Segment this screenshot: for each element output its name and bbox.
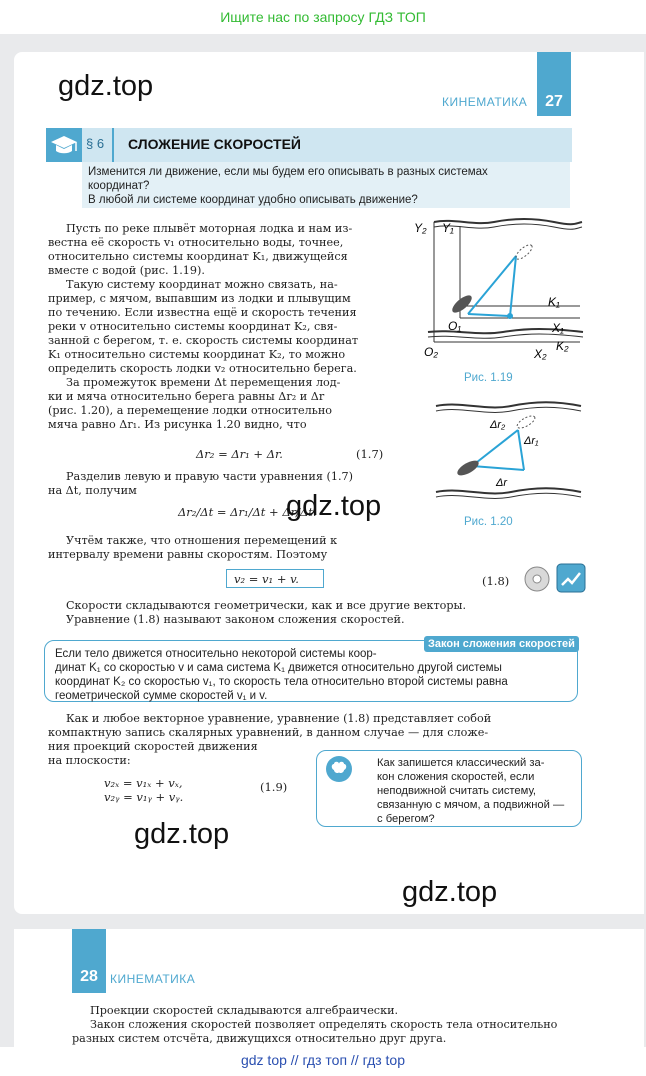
- body-line: Как и любое векторное уравнение, уравнение (1.8) представляет собой: [66, 712, 492, 725]
- intro-questions: [82, 162, 570, 208]
- section-header: [46, 128, 572, 162]
- question-line: с берегом?: [377, 813, 435, 825]
- equation-1-9-y: v₂ᵧ = v₁ᵧ + vᵧ.: [104, 790, 184, 804]
- label-y2: Y₂: [414, 221, 427, 235]
- body-line: K₁ относительно системы координат K₂, то можно: [48, 348, 346, 361]
- intro-line: координат?: [88, 180, 150, 192]
- question-line: кон сложения скоростей, если: [377, 771, 535, 783]
- question-line: связанную с мячом, а подвижной —: [377, 799, 565, 811]
- equation-1-9-x: v₂ₓ = v₁ₓ + vₓ,: [104, 776, 183, 790]
- question-line: Как запишется классический за-: [377, 757, 545, 769]
- body-line: Пусть по реке плывёт моторная лодка и нам из-: [66, 222, 353, 235]
- body-line: Разделив левую и правую части уравнения (1.7): [66, 470, 353, 483]
- top-banner[interactable]: Ищите нас по запросу ГДЗ ТОП: [0, 0, 646, 34]
- label-dr2: Δr₂: [490, 419, 506, 431]
- since-paragraph: [48, 534, 398, 562]
- watermark: gdz.top: [286, 490, 382, 522]
- equation-1-9-number: (1.9): [260, 780, 288, 794]
- body-line: интервалу времени равны скоростям. Поэтому: [48, 548, 328, 561]
- label-dr1: Δr₁: [524, 435, 539, 447]
- bottom-banner[interactable]: gdz top // гдз топ // гдз top: [0, 1047, 646, 1076]
- body-line: на плоскости:: [48, 754, 131, 767]
- watermark: gdz.top: [402, 876, 498, 908]
- body-line: мяча равно Δr₁. Из рисунка 1.20 видно, что: [48, 418, 307, 431]
- intro-line: Изменится ли движение, если мы будем его описывать в разных системах: [88, 166, 488, 178]
- body-line: разных систем отсчёта, движущихся относительно друг друга.: [72, 1032, 447, 1045]
- figure-1-19-caption: Рис. 1.19: [464, 372, 513, 384]
- law-line: динат K₁ со скоростью v и сама система K₁ движется относительно другой системы: [55, 662, 502, 674]
- equation-fraction: Δr₂/Δt = Δr₁/Δt + Δr/Δt.: [178, 505, 317, 519]
- law-line: геометрической сумме скоростей v₁ и v.: [55, 690, 268, 702]
- body-line: Учтём также, что отношения перемещений к: [66, 534, 338, 547]
- law-line: Если тело движется относительно некоторой системы коор-: [55, 648, 377, 660]
- body-line: на Δt, получим: [48, 484, 137, 497]
- page2-text: [72, 1004, 602, 1046]
- body-line: ния проекций скоростей движения: [48, 740, 258, 753]
- watermark: gdz.top: [134, 818, 230, 850]
- body-line: относительно системы координат K₁, движущейся: [48, 250, 348, 263]
- body-line: занной с берегом, т. е. скорость системы координат: [48, 334, 359, 347]
- label-o2: O₂: [424, 345, 438, 359]
- section-number: § 6: [86, 136, 105, 151]
- label-x1: X₁: [552, 321, 564, 335]
- question-box: [316, 750, 582, 827]
- question-line: неподвижной считать систему,: [377, 785, 537, 797]
- equation-1-8-number: (1.8): [482, 574, 510, 588]
- body-line: Такую систему координат можно связать, на-: [66, 278, 338, 291]
- body-paragraphs: [48, 222, 398, 432]
- equation-1-8: v₂ = v₁ + v.: [234, 572, 299, 586]
- page-number-28: 28: [72, 929, 106, 993]
- label-o1: O₁: [448, 319, 462, 333]
- graduation-cap-icon: [46, 128, 82, 162]
- label-x2: X₂: [534, 347, 547, 361]
- body-line: определить скорость лодки v₂ относительно берега.: [48, 362, 357, 375]
- label-k2: K₂: [556, 339, 569, 353]
- body-line: ки и мяча относительно берега равны Δr₂ и Δr: [48, 390, 325, 403]
- figure-1-20: [432, 396, 582, 504]
- section-title: СЛОЖЕНИЕ СКОРОСТЕЙ: [128, 136, 301, 152]
- body-line: по течению. Если известна ещё и скорость течения: [48, 306, 357, 319]
- body-line: (рис. 1.20), а перемещение лодки относительно: [48, 404, 333, 417]
- equation-1-7: Δr₂ = Δr₁ + Δr.: [196, 447, 283, 461]
- law-label: Закон сложения скоростей: [424, 636, 579, 652]
- running-head: КИНЕМАТИКА: [442, 95, 528, 109]
- running-head-28: КИНЕМАТИКА: [110, 972, 196, 986]
- page-number: 27: [537, 52, 571, 116]
- figure-1-20-caption: Рис. 1.20: [464, 516, 513, 528]
- body-line: пример, с мячом, выпавшим из лодки и плывущим: [48, 292, 351, 305]
- equation-1-7-number: (1.7): [356, 447, 384, 461]
- intro-line: В любой ли системе координат удобно описывать движение?: [88, 194, 418, 206]
- body-line: Скорости складываются геометрически, как и все другие векторы.: [66, 599, 466, 612]
- body-line: реки v относительно системы координат K₂, свя-: [48, 320, 338, 333]
- watermark: gdz.top: [58, 70, 154, 102]
- geometric-paragraph: [48, 599, 578, 627]
- body-line: вместе с водой (рис. 1.19).: [48, 264, 205, 277]
- body-line: вестна её скорость v₁ относительно воды, точнее,: [48, 236, 344, 249]
- law-line: координат K₂ со скоростью v₁, то скорость тела относительно второй системы равна: [55, 676, 508, 688]
- label-k1: K₁: [548, 295, 560, 309]
- disc-icon[interactable]: [524, 566, 550, 592]
- brain-icon: [326, 756, 352, 782]
- label-y1: Y₁: [442, 221, 454, 235]
- figure-1-19: [408, 214, 588, 364]
- body-line: Проекции скоростей складываются алгебраически.: [90, 1004, 399, 1017]
- label-dr: Δr: [496, 477, 508, 489]
- body-line: За промежуток времени Δt перемещения лод-: [66, 376, 341, 389]
- section-divider: [112, 128, 114, 162]
- body-line: Уравнение (1.8) называют законом сложения скоростей.: [66, 613, 405, 626]
- body-line: компактную запись скалярных уравнений, в данном случае — для сложе-: [48, 726, 489, 739]
- animation-icon[interactable]: [556, 563, 586, 593]
- body-line: Закон сложения скоростей позволяет определять скорость тела относительно: [90, 1018, 558, 1031]
